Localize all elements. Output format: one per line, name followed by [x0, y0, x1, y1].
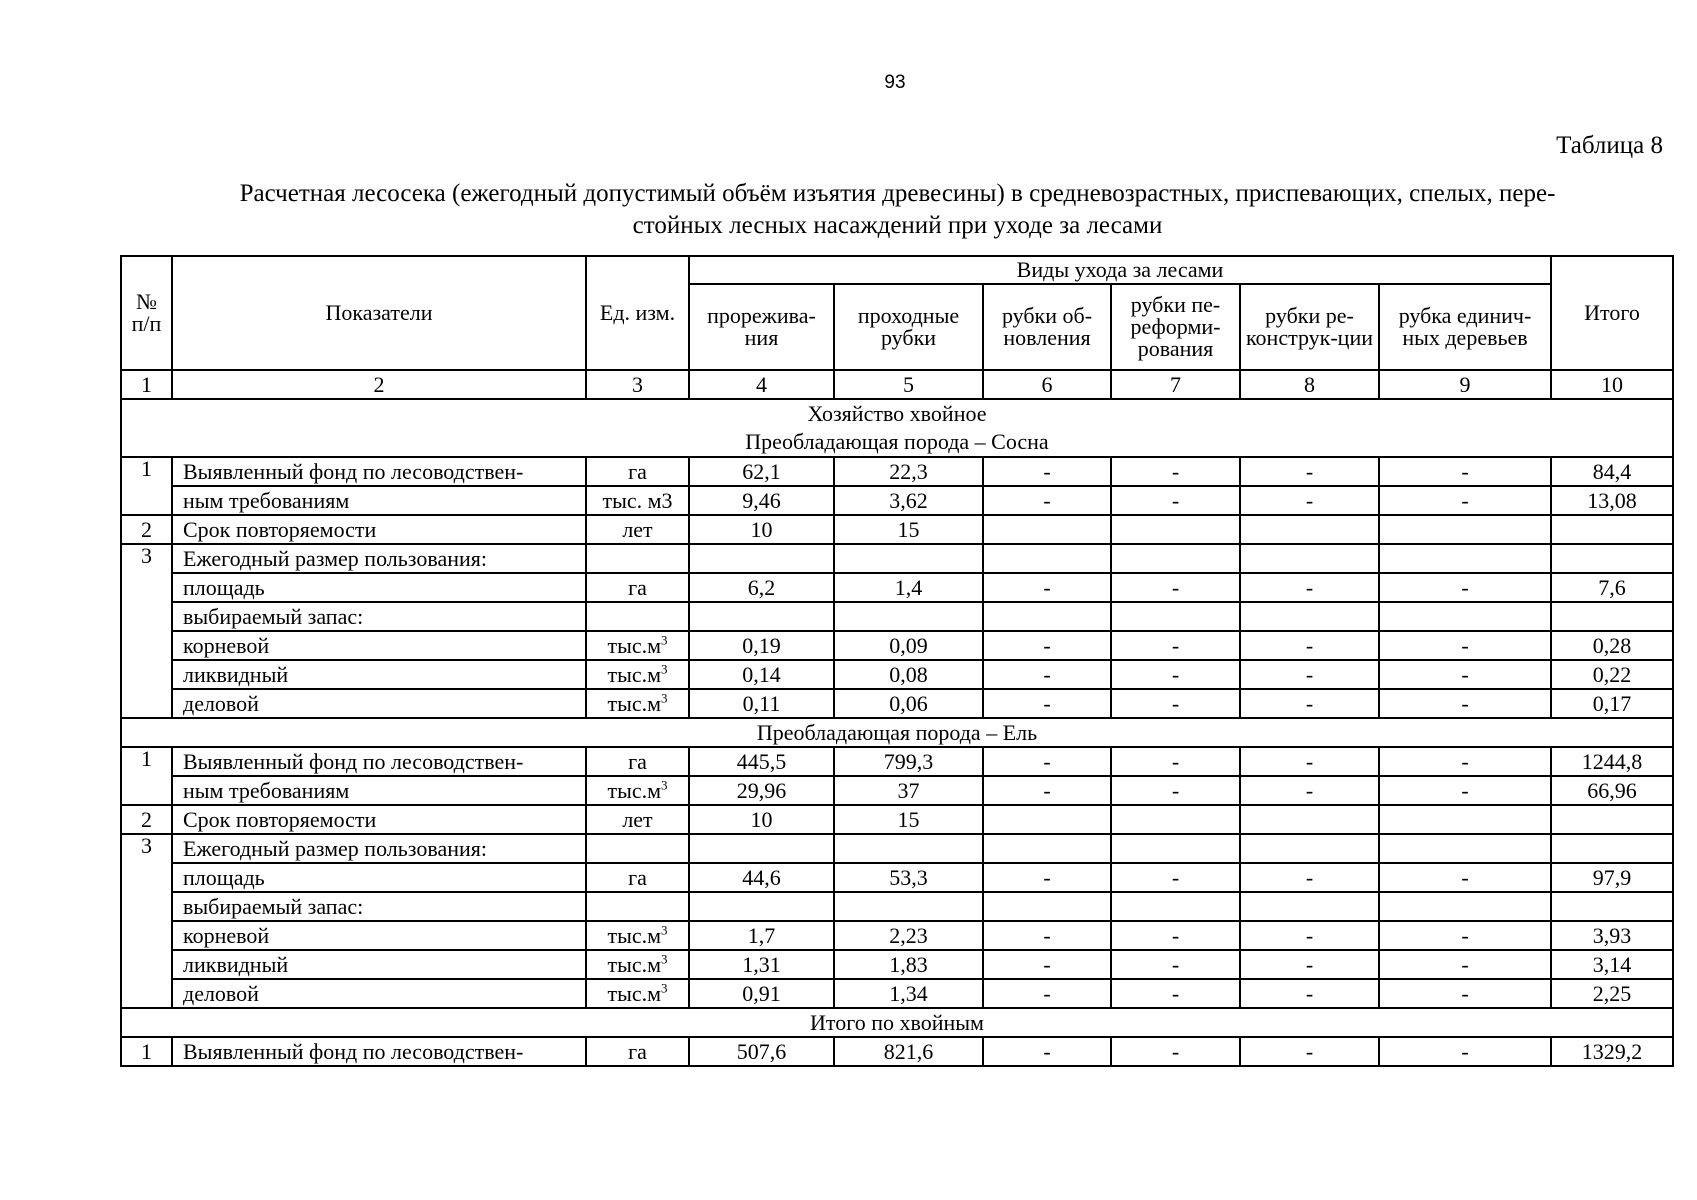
value-cell: - — [1240, 979, 1379, 1008]
column-number: 4 — [689, 370, 834, 399]
value-cell: - — [1111, 573, 1240, 602]
value-cell: 0,08 — [834, 660, 983, 689]
table-caption — [140, 178, 1655, 242]
value-cell: - — [1111, 863, 1240, 892]
value-cell: 15 — [834, 805, 983, 834]
empty-cell — [834, 602, 983, 631]
row-number: 2 — [121, 515, 172, 544]
unit-superscript: 3 — [661, 922, 668, 938]
unit-cell — [586, 950, 689, 979]
total-cell: 2,25 — [1551, 979, 1673, 1008]
value-cell: - — [1379, 660, 1551, 689]
unit-cell: лет — [586, 515, 689, 544]
unit-cell: га — [586, 1037, 689, 1066]
table-row — [121, 921, 1673, 950]
row-label: корневой — [172, 921, 586, 950]
row-label: деловой — [172, 979, 586, 1008]
empty-cell — [1111, 892, 1240, 921]
section-spruce: Преобладающая порода – Ель — [121, 718, 1673, 747]
total-cell: 3,14 — [1551, 950, 1673, 979]
value-cell: 445,5 — [689, 747, 834, 776]
value-cell: - — [983, 631, 1111, 660]
empty-cell — [1111, 544, 1240, 573]
value-cell: 0,91 — [689, 979, 834, 1008]
column-number: 10 — [1551, 370, 1673, 399]
value-cell: - — [983, 747, 1111, 776]
value-cell: - — [1240, 921, 1379, 950]
row-number: 2 — [121, 805, 172, 834]
row-label: Ежегодный размер пользования: — [172, 544, 586, 573]
unit-cell — [586, 979, 689, 1008]
value-cell: - — [1111, 689, 1240, 718]
empty-cell — [586, 892, 689, 921]
value-cell: - — [1379, 486, 1551, 515]
value-cell: - — [983, 573, 1111, 602]
value-cell: - — [1240, 631, 1379, 660]
value-cell: - — [1240, 457, 1379, 486]
empty-cell — [1379, 515, 1551, 544]
empty-cell — [1240, 805, 1379, 834]
table-row — [121, 689, 1673, 718]
table-row — [121, 457, 1673, 486]
header-indicators: Показатели — [172, 256, 586, 370]
header-num: № п/п — [121, 256, 172, 370]
empty-cell — [689, 602, 834, 631]
header-total: Итого — [1551, 256, 1673, 370]
unit-superscript: 3 — [661, 980, 668, 996]
row-label: Срок повторяемости — [172, 805, 586, 834]
value-cell: - — [1379, 863, 1551, 892]
unit-cell — [586, 921, 689, 950]
value-cell: 9,46 — [689, 486, 834, 515]
unit-cell: га — [586, 573, 689, 602]
unit-cell: га — [586, 863, 689, 892]
empty-cell — [689, 834, 834, 863]
value-cell: - — [983, 689, 1111, 718]
value-cell: - — [1111, 457, 1240, 486]
value-cell: 1,7 — [689, 921, 834, 950]
page-number: 93 — [884, 72, 906, 93]
row-number: 1 — [121, 747, 172, 805]
table-row — [121, 602, 1673, 631]
row-label: выбираемый запас: — [172, 602, 586, 631]
unit-cell: тыс. м3 — [586, 486, 689, 515]
empty-cell — [1379, 805, 1551, 834]
table-row — [121, 747, 1673, 776]
table-row — [121, 834, 1673, 863]
row-label: ликвидный — [172, 660, 586, 689]
value-cell: - — [1111, 660, 1240, 689]
unit-text: тыс.м — [607, 922, 662, 948]
value-cell: 0,19 — [689, 631, 834, 660]
total-cell: 84,4 — [1551, 457, 1673, 486]
empty-cell — [834, 544, 983, 573]
total-cell: 1244,8 — [1551, 747, 1673, 776]
empty-cell — [1551, 602, 1673, 631]
unit-cell: га — [586, 457, 689, 486]
empty-cell — [1551, 892, 1673, 921]
column-number: 9 — [1379, 370, 1551, 399]
total-cell: 0,17 — [1551, 689, 1673, 718]
value-cell: - — [983, 979, 1111, 1008]
empty-cell — [689, 544, 834, 573]
table-row — [121, 486, 1673, 515]
value-cell: - — [1111, 1037, 1240, 1066]
table-label: Таблица 8 — [1556, 132, 1663, 159]
row-number: 3 — [121, 544, 172, 718]
value-cell: - — [1379, 950, 1551, 979]
empty-cell — [834, 892, 983, 921]
unit-superscript: 3 — [661, 632, 668, 648]
unit-cell — [586, 660, 689, 689]
value-cell: - — [1111, 486, 1240, 515]
empty-cell — [983, 892, 1111, 921]
empty-cell — [983, 834, 1111, 863]
empty-cell — [983, 602, 1111, 631]
value-cell: - — [1379, 747, 1551, 776]
value-cell: 0,06 — [834, 689, 983, 718]
column-number: 8 — [1240, 370, 1379, 399]
value-cell: 1,34 — [834, 979, 983, 1008]
empty-cell — [1111, 805, 1240, 834]
value-cell: 37 — [834, 776, 983, 805]
total-cell: 0,28 — [1551, 631, 1673, 660]
unit-cell: га — [586, 747, 689, 776]
empty-cell — [586, 602, 689, 631]
row-number: 3 — [121, 834, 172, 1008]
empty-cell — [1551, 834, 1673, 863]
value-cell: - — [983, 776, 1111, 805]
unit-text: тыс.м — [607, 777, 662, 803]
column-number: 7 — [1111, 370, 1240, 399]
value-cell: - — [1111, 921, 1240, 950]
value-cell: - — [1240, 776, 1379, 805]
unit-superscript: 3 — [661, 777, 668, 793]
total-cell: 3,93 — [1551, 921, 1673, 950]
table-row — [121, 573, 1673, 602]
row-label: корневой — [172, 631, 586, 660]
empty-cell — [1240, 602, 1379, 631]
value-cell: 22,3 — [834, 457, 983, 486]
table-row — [121, 892, 1673, 921]
empty-cell — [983, 805, 1111, 834]
header-thinning: прорежива-ния — [689, 284, 834, 370]
value-cell: 53,3 — [834, 863, 983, 892]
value-cell: - — [1240, 573, 1379, 602]
empty-cell — [1551, 544, 1673, 573]
value-cell: 0,09 — [834, 631, 983, 660]
unit-superscript: 3 — [661, 690, 668, 706]
table-row — [121, 776, 1673, 805]
empty-cell — [586, 544, 689, 573]
column-number: 3 — [586, 370, 689, 399]
value-cell: - — [1240, 660, 1379, 689]
total-cell: 97,9 — [1551, 863, 1673, 892]
header-row — [121, 256, 1673, 284]
value-cell: - — [983, 457, 1111, 486]
forest-cutting-table — [120, 255, 1674, 1067]
table-row — [121, 660, 1673, 689]
value-cell: 0,14 — [689, 660, 834, 689]
value-cell: - — [1111, 950, 1240, 979]
empty-cell — [1379, 834, 1551, 863]
empty-cell — [1551, 805, 1673, 834]
value-cell: - — [1379, 776, 1551, 805]
unit-text: тыс.м — [607, 980, 662, 1006]
empty-cell — [1240, 834, 1379, 863]
value-cell: 62,1 — [689, 457, 834, 486]
table-row — [121, 544, 1673, 573]
value-cell: 1,83 — [834, 950, 983, 979]
unit-cell: лет — [586, 805, 689, 834]
table-row — [121, 1037, 1673, 1066]
value-cell: - — [983, 486, 1111, 515]
value-cell: - — [1111, 631, 1240, 660]
total-cell: 1329,2 — [1551, 1037, 1673, 1066]
section-pine: Преобладающая порода – Сосна — [745, 429, 1049, 454]
row-label: Выявленный фонд по лесоводствен- — [172, 747, 586, 776]
row-label: площадь — [172, 863, 586, 892]
header-passing-cuts: проходные рубки — [834, 284, 983, 370]
value-cell: - — [1240, 689, 1379, 718]
value-cell: - — [1111, 979, 1240, 1008]
value-cell: 10 — [689, 805, 834, 834]
table-row — [121, 515, 1673, 544]
header-care-types: Виды ухода за лесами — [689, 256, 1551, 284]
row-number: 1 — [121, 1037, 172, 1066]
empty-cell — [1240, 515, 1379, 544]
value-cell: - — [1379, 1037, 1551, 1066]
total-cell: 13,08 — [1551, 486, 1673, 515]
empty-cell — [689, 892, 834, 921]
unit-superscript: 3 — [661, 951, 668, 967]
table-row — [121, 631, 1673, 660]
total-cell: 66,96 — [1551, 776, 1673, 805]
row-label: ликвидный — [172, 950, 586, 979]
empty-cell — [983, 515, 1111, 544]
table-row — [121, 950, 1673, 979]
column-number: 2 — [172, 370, 586, 399]
data-table-wrapper — [120, 255, 1672, 1067]
value-cell: - — [1379, 921, 1551, 950]
empty-cell — [1111, 834, 1240, 863]
value-cell: - — [1240, 950, 1379, 979]
value-cell: 29,96 — [689, 776, 834, 805]
value-cell: - — [1379, 457, 1551, 486]
empty-cell — [1379, 892, 1551, 921]
value-cell: - — [1379, 979, 1551, 1008]
value-cell: - — [983, 950, 1111, 979]
table-row — [121, 805, 1673, 834]
value-cell: 10 — [689, 515, 834, 544]
empty-cell — [586, 834, 689, 863]
empty-cell — [1111, 515, 1240, 544]
value-cell: 799,3 — [834, 747, 983, 776]
row-label: выбираемый запас: — [172, 892, 586, 921]
empty-cell — [834, 834, 983, 863]
value-cell: - — [1240, 863, 1379, 892]
section-header-row — [121, 399, 1673, 457]
value-cell: 1,4 — [834, 573, 983, 602]
value-cell: - — [983, 660, 1111, 689]
unit-text: тыс.м — [607, 951, 662, 977]
value-cell: - — [1379, 689, 1551, 718]
empty-cell — [1240, 892, 1379, 921]
value-cell: - — [1240, 1037, 1379, 1066]
value-cell: 6,2 — [689, 573, 834, 602]
unit-text: тыс.м — [607, 690, 662, 716]
value-cell: - — [983, 921, 1111, 950]
caption-line: стойных лесных насаждений при уходе за лесами — [632, 212, 1163, 239]
empty-cell — [1240, 544, 1379, 573]
section-header-row — [121, 718, 1673, 747]
value-cell: - — [1379, 573, 1551, 602]
value-cell: 2,23 — [834, 921, 983, 950]
value-cell: - — [1379, 631, 1551, 660]
row-number: 1 — [121, 457, 172, 515]
empty-cell — [1551, 515, 1673, 544]
header-reconstruction-cuts: рубки ре-конструк-ции — [1240, 284, 1379, 370]
value-cell: - — [1111, 747, 1240, 776]
total-cell: 0,22 — [1551, 660, 1673, 689]
header-renewal-cuts: рубки об-новления — [983, 284, 1111, 370]
value-cell: 1,31 — [689, 950, 834, 979]
value-cell: 821,6 — [834, 1037, 983, 1066]
header-unit: Ед. изм. — [586, 256, 689, 370]
section-total-conifer: Итого по хвойным — [121, 1008, 1673, 1037]
value-cell: - — [983, 1037, 1111, 1066]
value-cell: 3,62 — [834, 486, 983, 515]
header-single-tree-cuts: рубка единич-ных деревьев — [1379, 284, 1551, 370]
unit-cell — [586, 631, 689, 660]
value-cell: 507,6 — [689, 1037, 834, 1066]
column-number-row — [121, 370, 1673, 399]
value-cell: - — [1240, 486, 1379, 515]
row-label: Выявленный фонд по лесоводствен- — [172, 1037, 586, 1066]
row-label: Выявленный фонд по лесоводствен- — [172, 457, 586, 486]
section-header — [121, 399, 1673, 457]
value-cell: 0,11 — [689, 689, 834, 718]
row-label: площадь — [172, 573, 586, 602]
table-row — [121, 863, 1673, 892]
value-cell: - — [983, 863, 1111, 892]
empty-cell — [1111, 602, 1240, 631]
section-farm: Хозяйство хвойное — [807, 401, 987, 426]
empty-cell — [1379, 602, 1551, 631]
unit-text: тыс.м — [607, 661, 662, 687]
value-cell: 15 — [834, 515, 983, 544]
column-number: 5 — [834, 370, 983, 399]
empty-cell — [983, 544, 1111, 573]
row-label: ным требованиям — [172, 776, 586, 805]
unit-superscript: 3 — [661, 661, 668, 677]
unit-text: тыс.м — [607, 632, 662, 658]
header-reformation-cuts: рубки пе-реформи-рования — [1111, 284, 1240, 370]
row-label: ным требованиям — [172, 486, 586, 515]
unit-cell — [586, 689, 689, 718]
column-number: 1 — [121, 370, 172, 399]
empty-cell — [1379, 544, 1551, 573]
caption-line: Расчетная лесосека (ежегодный допустимый объём изъятия древесины) в средневозрастных, приспевающих, спелых, пере- — [239, 180, 1556, 207]
section-header-row — [121, 1008, 1673, 1037]
row-label: Ежегодный размер пользования: — [172, 834, 586, 863]
table-row — [121, 979, 1673, 1008]
column-number: 6 — [983, 370, 1111, 399]
value-cell: - — [1111, 776, 1240, 805]
value-cell: - — [1240, 747, 1379, 776]
value-cell: 44,6 — [689, 863, 834, 892]
total-cell: 7,6 — [1551, 573, 1673, 602]
row-label: Срок повторяемости — [172, 515, 586, 544]
row-label: деловой — [172, 689, 586, 718]
unit-cell — [586, 776, 689, 805]
